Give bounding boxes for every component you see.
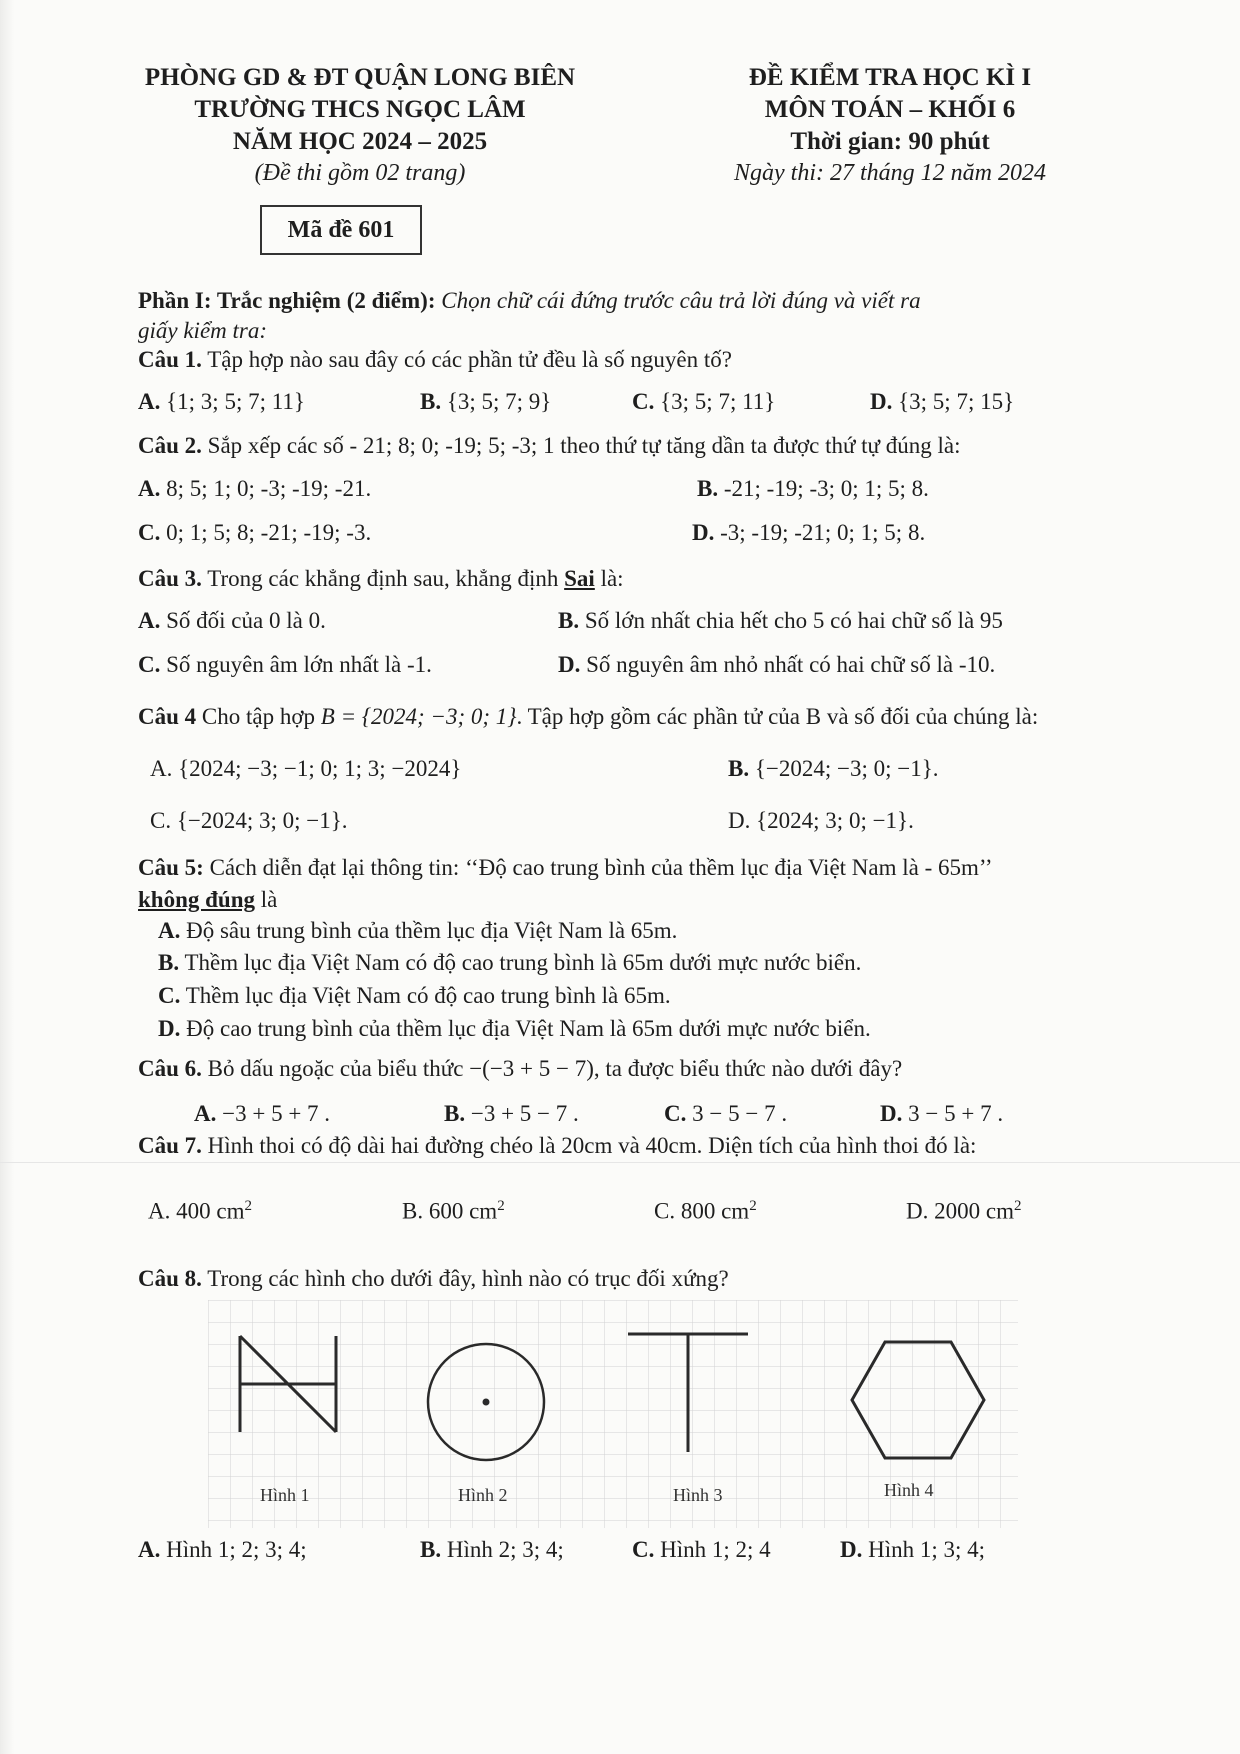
q1-stem bbox=[138, 347, 732, 373]
q5-option-d: D. Độ cao trung bình của thềm lục địa Việt Nam là 65m dưới mực nước biển. bbox=[158, 1016, 871, 1041]
figure-3-label: Hình 3 bbox=[673, 1485, 723, 1505]
q6-label: Câu 6. bbox=[138, 1056, 202, 1081]
exam-code-box: Mã đề 601 bbox=[260, 205, 422, 255]
figure-2-label: Hình 2 bbox=[458, 1485, 508, 1505]
q1-option-a: A. {1; 3; 5; 7; 11} bbox=[138, 389, 305, 414]
q8-stem: Câu 8. Trong các hình cho dưới đây, hình nào có trục đối xứng? bbox=[138, 1266, 729, 1291]
figure-4-label: Hình 4 bbox=[884, 1480, 934, 1500]
q8-option-a: A. Hình 1; 2; 3; 4; bbox=[138, 1537, 307, 1562]
q8-option-d: D. Hình 1; 3; 4; bbox=[840, 1537, 986, 1562]
part1-instruction: Chọn chữ cái đứng trước câu trả lời đúng và viết ra bbox=[441, 288, 921, 313]
duration: Thời gian: 90 phút bbox=[790, 128, 990, 155]
dept-name: PHÒNG GD & ĐT QUẬN LONG BIÊN bbox=[144, 64, 576, 91]
scan-edge-shadow bbox=[0, 0, 14, 1754]
q6-option-d: D. 3 − 5 + 7 . bbox=[880, 1101, 1004, 1126]
q3-emphasis: Sai bbox=[564, 566, 595, 591]
q5-label: Câu 5: bbox=[138, 855, 204, 880]
q5-emphasis: không đúng bbox=[138, 887, 255, 912]
q4-option-d: D. {2024; 3; 0; −1}. bbox=[728, 808, 914, 833]
q7-option-c: C. 800 $cm^2$ bbox=[654, 1198, 757, 1224]
exam-date: Ngày thi: 27 tháng 12 năm 2024 bbox=[734, 160, 1046, 186]
q4-option-a: A. {2024; −3; −1; 0; 1; 3; −2024} bbox=[150, 756, 462, 781]
part1-heading bbox=[138, 288, 921, 314]
q7-label: Câu 7. bbox=[138, 1133, 202, 1158]
symmetry-figures bbox=[208, 1300, 1018, 1528]
q3-option-d: D. Số nguyên âm nhỏ nhất có hai chữ số là -10. bbox=[558, 652, 996, 677]
q2-option-d: D. -3; -19; -21; 0; 1; 5; 8. bbox=[692, 520, 926, 545]
subject-grade: MÔN TOÁN – KHỐI 6 bbox=[764, 96, 1016, 123]
q6-option-b: B. −3 + 5 − 7 . bbox=[444, 1101, 579, 1126]
q2-option-a: A. 8; 5; 1; 0; -3; -19; -21. bbox=[138, 476, 372, 501]
school-year: NĂM HỌC 2024 – 2025 bbox=[232, 128, 488, 155]
q5-option-b: B. Thềm lục địa Việt Nam có độ cao trung bình là 65m dưới mực nước biển. bbox=[158, 950, 862, 975]
q4-option-c: C. {−2024; 3; 0; −1}. bbox=[150, 808, 348, 833]
q3-label: Câu 3. bbox=[138, 566, 202, 591]
q4-set: B = {2024; −3; 0; 1} bbox=[320, 704, 517, 729]
q2-label: Câu 2. bbox=[138, 433, 202, 458]
q5-option-a: A. Độ sâu trung bình của thềm lục địa Việt Nam là 65m. bbox=[158, 918, 678, 943]
q4-stem: Câu 4 Cho tập hợp B = {2024; −3; 0; 1}. Tập hợp gồm các phần tử của B và số đối của chúng là: bbox=[138, 704, 1039, 729]
q8-option-b: B. Hình 2; 3; 4; bbox=[420, 1537, 564, 1562]
q7-stem: Câu 7. Hình thoi có độ dài hai đường chéo là 20cm và 40cm. Diện tích của hình thoi đó là: bbox=[138, 1133, 977, 1158]
q7-option-b: B. 600 $cm^2$ bbox=[402, 1198, 505, 1224]
q6-option-c: C. 3 − 5 − 7 . bbox=[664, 1101, 788, 1126]
q8-label: Câu 8. bbox=[138, 1266, 202, 1291]
exam-title: ĐỀ KIỂM TRA HỌC KÌ I bbox=[748, 64, 1032, 91]
part1-title: Phần I: Trắc nghiệm (2 điểm): bbox=[138, 288, 436, 313]
q2-text: Sắp xếp các số - 21; 8; 0; -19; 5; -3; 1 theo thứ tự tăng dần ta được thứ tự đúng là: bbox=[207, 433, 961, 458]
q1-option-c: C. {3; 5; 7; 11} bbox=[632, 389, 776, 414]
q2-option-b: B. -21; -19; -3; 0; 1; 5; 8. bbox=[697, 476, 929, 501]
q3-option-c: C. Số nguyên âm lớn nhất là -1. bbox=[138, 652, 432, 677]
q3-option-b: B. Số lớn nhất chia hết cho 5 có hai chữ số là 95 bbox=[558, 608, 1003, 633]
q7-option-d: D. 2000 $cm^2$ bbox=[906, 1198, 1022, 1224]
school-name: TRƯỜNG THCS NGỌC LÂM bbox=[194, 96, 526, 123]
q4-option-b: B. {−2024; −3; 0; −1}. bbox=[728, 756, 939, 781]
q6-expression: −(−3 + 5 − 7) bbox=[469, 1056, 594, 1081]
q3-option-a: A. Số đối của 0 là 0. bbox=[138, 608, 326, 633]
q1-text: Tập hợp nào sau đây có các phần tử đều là số nguyên tố? bbox=[207, 347, 732, 372]
page-count-note: (Đề thi gồm 02 trang) bbox=[254, 160, 466, 186]
part1-instruction-cont: giấy kiểm tra: bbox=[138, 318, 268, 343]
q1-option-d: D. {3; 5; 7; 15} bbox=[870, 389, 1015, 414]
q5-option-c: C. Thềm lục địa Việt Nam có độ cao trung bình là 65m. bbox=[158, 983, 671, 1008]
q3-stem: Câu 3. Trong các khẳng định sau, khẳng định Sai là: bbox=[138, 566, 624, 591]
q1-label: Câu 1. bbox=[138, 347, 202, 372]
q6-stem: Câu 6. Bỏ dấu ngoặc của biểu thức −(−3 + 5 − 7), ta được biểu thức nào dưới đây? bbox=[138, 1056, 903, 1081]
q5-stem: Câu 5: Cách diễn đạt lại thông tin: ‘‘Độ cao trung bình của thềm lục địa Việt Nam là - 65m’’ bbox=[138, 855, 993, 880]
q7-option-a: A. 400 $cm^2$ bbox=[148, 1198, 252, 1224]
q6-option-a: A. −3 + 5 + 7 . bbox=[194, 1101, 331, 1126]
page-fold-line bbox=[0, 1162, 1240, 1163]
q2-stem bbox=[138, 433, 961, 459]
figure-1-label: Hình 1 bbox=[260, 1485, 310, 1505]
q5-stem-cont: không đúng là bbox=[138, 887, 278, 912]
q1-option-b: B. {3; 5; 7; 9} bbox=[420, 389, 552, 414]
q8-option-c: C. Hình 1; 2; 4 bbox=[632, 1537, 771, 1562]
q2-option-c: C. 0; 1; 5; 8; -21; -19; -3. bbox=[138, 520, 372, 545]
q4-label: Câu 4 bbox=[138, 704, 197, 729]
